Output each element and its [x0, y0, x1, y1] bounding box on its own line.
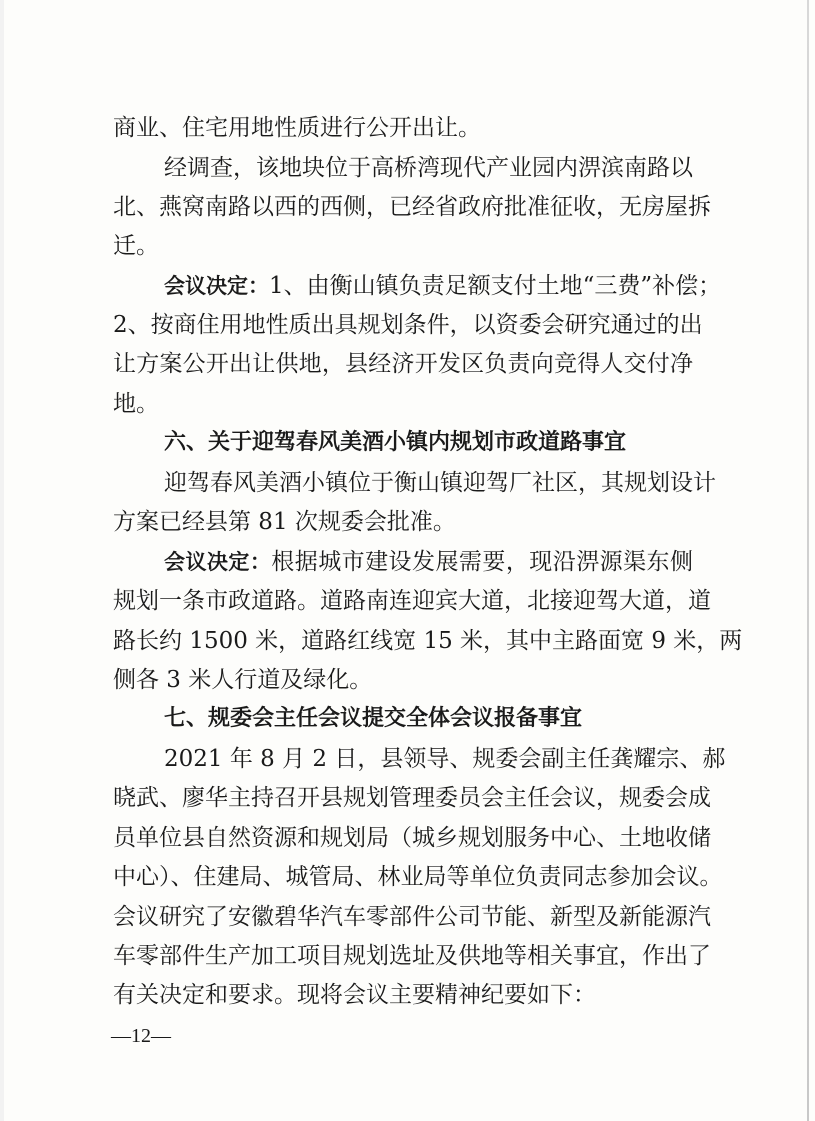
decision-text: 根据城市建设发展需要，现沿淠源渠东侧	[271, 549, 694, 575]
text-line: 晓武、廖华主持召开县规划管理委员会主任会议，规委会成	[113, 785, 711, 811]
text-line: 会议研究了安徽碧华汽车零部件公司节能、新型及新能源汽	[113, 904, 711, 930]
decision-label: 会议决定：	[164, 550, 272, 574]
text-line	[164, 547, 693, 577]
text-line: 迁。	[113, 233, 159, 259]
scan-edge-left	[0, 0, 4, 1121]
text-line: 2、按商住用地性质出具规划条件，以资委会研究通过的出	[113, 312, 703, 338]
text-line: 有关决定和要求。现将会议主要精神纪要如下：	[113, 982, 596, 1008]
text-line: 路长约 1500 米，道路红线宽 15 米，其中主路面宽 9 米，两	[113, 628, 743, 654]
text-line: 规划一条市政道路。道路南连迎宾大道，北接迎驾大道，道	[113, 588, 711, 614]
text-line: 2021 年 8 月 2 日，县领导、规委会副主任龚耀宗、郝	[164, 746, 726, 772]
text-line	[164, 271, 722, 301]
text-line: 方案已经县第 81 次规委会批准。	[113, 509, 456, 535]
page-number: —12—	[111, 1025, 171, 1047]
section-heading: 七、规委会主任会议提交全体会议报备事宜	[164, 706, 583, 731]
scan-edge-right	[807, 0, 809, 1121]
text-line: 商业、住宅用地性质进行公开出让。	[113, 115, 481, 141]
text-line: 地。	[113, 391, 159, 417]
text-line: 车零部件生产加工项目规划选址及供地等相关事宜，作出了	[113, 943, 711, 969]
text-line: 迎驾春风美酒小镇位于衡山镇迎驾厂社区，其规划设计	[164, 470, 716, 496]
text-line: 员单位县自然资源和规划局（城乡规划服务中心、土地收储	[113, 825, 711, 851]
decision-text: 1、由衡山镇负责足额支付土地“三费”补偿；	[269, 273, 722, 299]
text-line: 北、燕窝南路以西的西侧，已经省政府批准征收，无房屋拆	[113, 194, 711, 220]
decision-label: 会议决定：	[164, 274, 269, 298]
text-line: 让方案公开出让供地，县经济开发区负责向竞得人交付净	[113, 351, 693, 377]
text-line: 经调查，该地块位于高桥湾现代产业园内淠滨南路以	[164, 155, 693, 181]
text-line: 侧各 3 米人行道及绿化。	[113, 667, 373, 693]
section-heading: 六、关于迎驾春风美酒小镇内规划市政道路事宜	[164, 430, 627, 455]
text-line: 中心）、住建局、城管局、林业局等单位负责同志参加会议。	[113, 864, 723, 890]
